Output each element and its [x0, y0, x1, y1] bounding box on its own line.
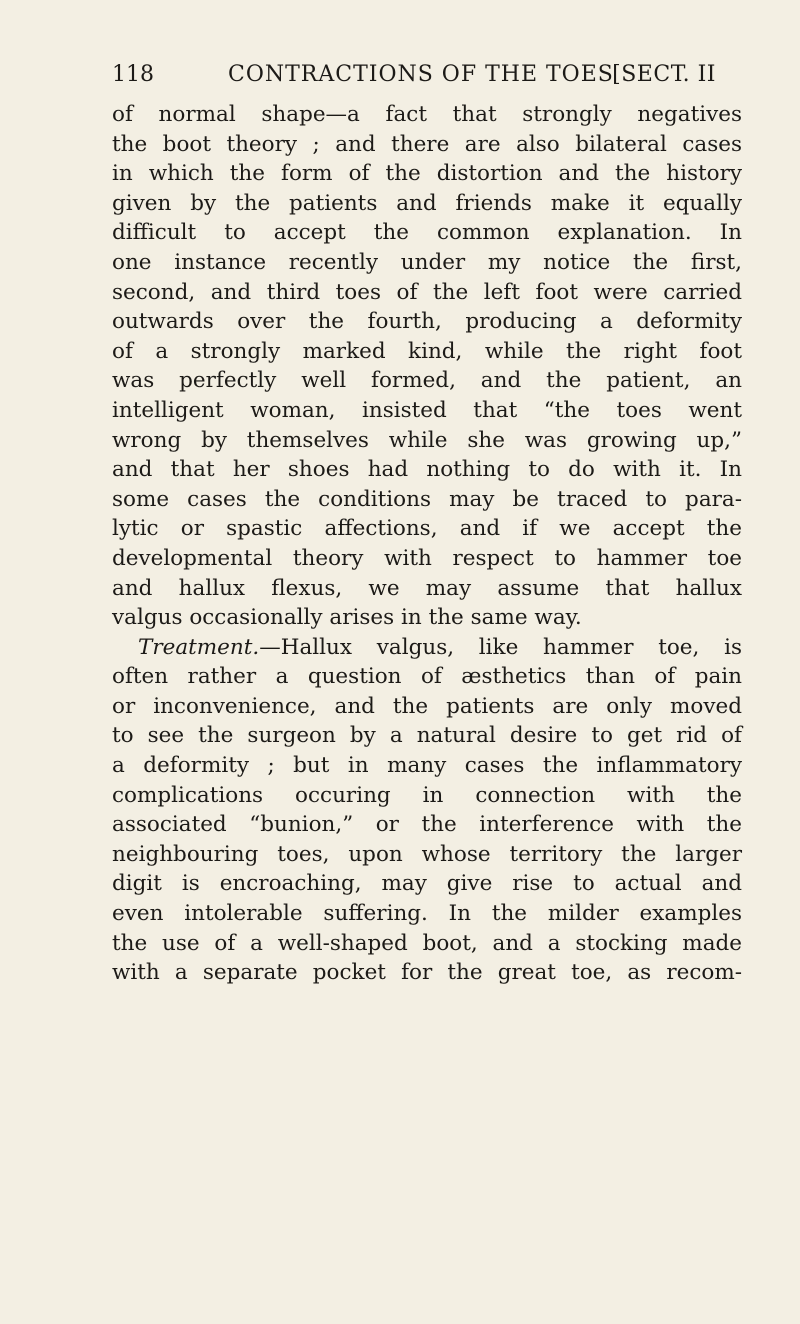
text-line: wrong by themselves while she was growing up,”	[112, 427, 742, 453]
text-line: digit is encroaching, may give rise to actual and	[112, 871, 742, 897]
text-line: the use of a well-shaped boot, and a stocking made	[112, 930, 742, 956]
text-line: of normal shape—a fact that strongly negatives	[112, 102, 742, 127]
text-line: was perfectly well formed, and the patient, an	[112, 368, 742, 394]
body-text	[112, 100, 742, 988]
text-line: and that her shoes had nothing to do with it. In	[112, 457, 742, 483]
page-number: 118	[112, 62, 154, 87]
text-line: outwards over the fourth, producing a deformity	[112, 309, 742, 335]
section-reference: [SECT. II	[612, 62, 716, 87]
text-line: complications occuring in connection with the	[112, 782, 742, 808]
running-head	[112, 60, 716, 90]
treatment-first-line: —Hallux valgus, like hammer toe, is	[259, 634, 742, 660]
text-line: the boot theory ; and there are also bilateral cases	[112, 131, 742, 157]
text-line: in which the form of the distortion and the history	[112, 161, 742, 187]
text-line: neighbouring toes, upon whose territory the larger	[112, 841, 742, 867]
text-line: with a separate pocket for the great toe, as recom-	[112, 960, 742, 986]
text-line: second, and third toes of the left foot were carried	[112, 279, 742, 305]
text-line: intelligent woman, insisted that “the toes went	[112, 397, 742, 423]
text-line: developmental theory with respect to hammer toe	[112, 545, 742, 571]
text-line: or inconvenience, and the patients are only moved	[112, 693, 742, 719]
text-line: lytic or spastic affections, and if we accept the	[112, 516, 742, 542]
treatment-heading: Treatment.	[138, 634, 260, 660]
text-line: given by the patients and friends make it equally	[112, 190, 742, 216]
text-line: difficult to accept the common explanation. In	[112, 220, 742, 246]
text-line: and hallux flexus, we may assume that hallux	[112, 575, 742, 601]
text-line: even intolerable suffering. In the milder examples	[112, 901, 742, 927]
text-line: valgus occasionally arises in the same way.	[112, 605, 582, 631]
text-line: one instance recently under my notice the first,	[112, 249, 742, 275]
text-line: to see the surgeon by a natural desire to get rid of	[112, 723, 742, 749]
treatment-paragraph-start	[112, 633, 742, 663]
text-line: often rather a question of æsthetics than of pain	[112, 664, 742, 690]
text-line: associated “bunion,” or the interference with the	[112, 812, 742, 838]
text-line: of a strongly marked kind, while the right foot	[112, 338, 742, 364]
text-line: some cases the conditions may be traced to para-	[112, 486, 742, 512]
running-title: CONTRACTIONS OF THE TOES	[228, 62, 614, 87]
text-line: a deformity ; but in many cases the inflammatory	[112, 753, 742, 779]
